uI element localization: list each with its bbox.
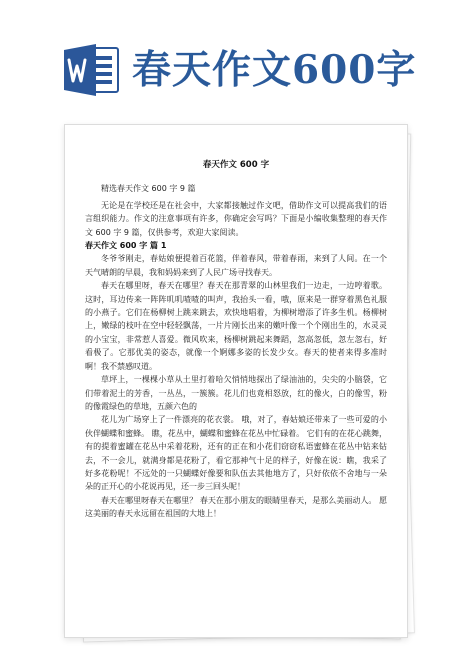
body-paragraph: 花儿为广场穿上了一件漂亮的花衣裳。 哦，对了，春姑娘还带来了一些可爱的小伙伴蝴蝶和蜜蜂。 瞧，花丛中，蝴蝶和蜜蜂在花丛中忙碌着。 它们有的在花心跳舞，有的提着蜜罐在花丛中采着花粉，还有的正在和小花们窃窃私语蜜蜂在花丛中钻来钻去，不一会儿，就满身都是花粉了，看它那神气十足的样子，好像在说：瞧，我采了好多花粉呢！不远处的一只蝴蝶好像要和队伍去其他地方了，只好依依不舍地与一朵朵的正开心的小花说再见，还一步三回头呢！ [85, 415, 387, 492]
body-paragraph: 春天在哪里呀春天在哪里？ 春天在那小朋友的眼睛里春天，是那么美丽动人。 愿这美丽的春天永远留在祖国的大地上！ [85, 495, 387, 519]
intro-paragraph: 无论是在学校还是在社会中，大家都接触过作文吧，借助作文可以提高我们的语言组织能力。作文的注意事项有许多，你确定会写吗？下面是小编收集整理的春天作文 600 字 9 篇，仅供参考，欢迎大家阅读。 [85, 200, 387, 237]
document-title: 春天作文 600 字 [202, 160, 270, 170]
banner-header [0, 0, 474, 120]
document-preview [62, 122, 414, 644]
section-heading: 春天作文 600 字 篇 1 [85, 241, 167, 251]
document-body [85, 159, 387, 633]
document-page[interactable] [64, 124, 408, 638]
document-subtitle: 精选春天作文 600 字 9 篇 [101, 184, 196, 194]
page-title: 春天作文600字 [132, 47, 417, 93]
body-paragraph: 春天在哪里呀，春天在哪里？春天在那青翠的山林里我们一边走，一边哼着歌。这时，耳边传来一阵阵叽叽喳喳的叫声，我抬头一看，哦，原来是一群穿着黑色礼服的小燕子。它们在杨柳树上跳来跳去，欢快地唱着，为柳树增添了许多生机。杨柳树上，嫩绿的枝叶在空中轻轻飘荡，一片片刚长出来的嫩叶像一个个刚出生的，水灵灵的小宝宝，非常惹人喜爱。微风吹来，杨柳树跳起来舞蹈，忽高忽低，忽左忽右，好看极了。它那优美的姿态，就像一个婀娜多姿的长发少女。春天的使者来得多准时啊！我不禁感叹道。 [85, 281, 387, 371]
word-document-icon [60, 38, 124, 102]
body-paragraph: 冬爷爷刚走，春姑娘便提着百花篮，伴着春风，带着春雨，来到了人间。在一个天气晴朗的早晨，我和妈妈来到了人民广场寻找春天。 [85, 254, 387, 277]
body-paragraph: 草坪上，一棵棵小草从土里打着哈欠悄悄地探出了绿油油的，尖尖的小脑袋，它们带着泥土的芳香，一丛丛，一簇簇。花儿们也竟相怒放，红的像火，白的像雪，粉的像霞绿色的草地，五颜六色的 [85, 375, 387, 411]
